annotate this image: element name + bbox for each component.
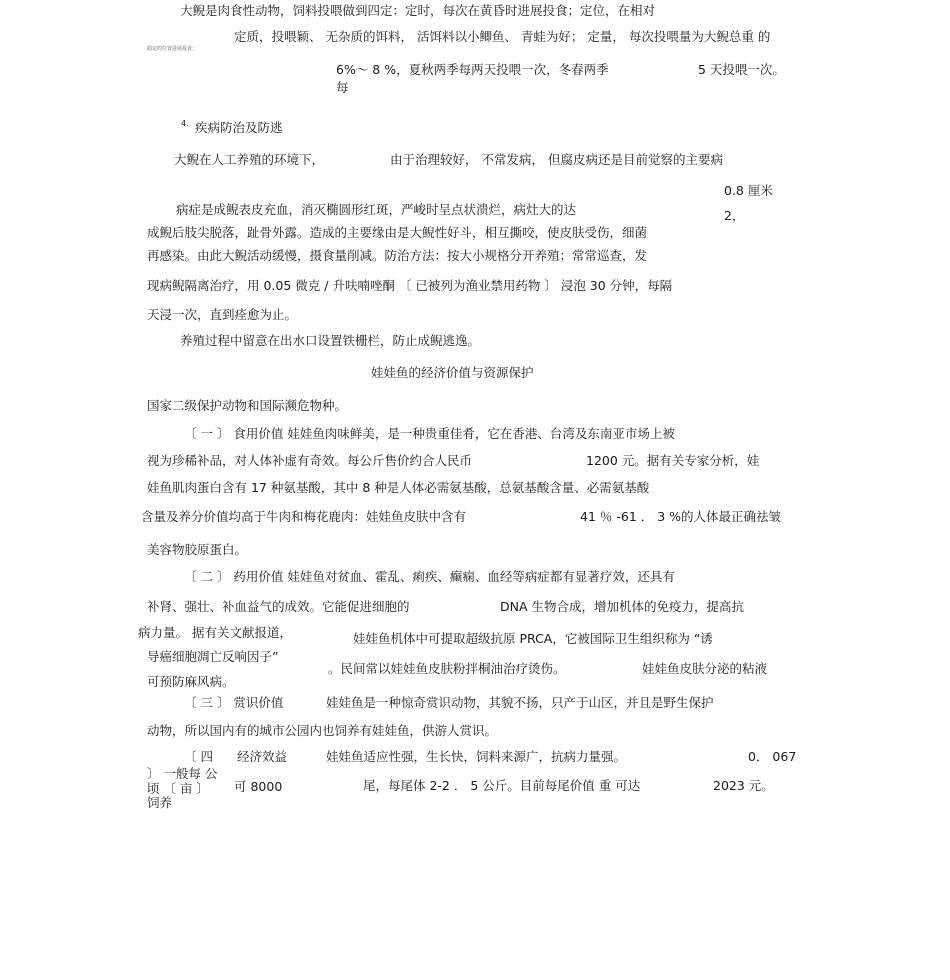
text-line: 天浸一次，直到痊愈为止。 bbox=[147, 307, 298, 322]
section-title: 疾病防治及防逃 bbox=[195, 120, 283, 135]
text-fragment: 可预防麻风病。 bbox=[147, 674, 235, 689]
text-fragment: 〔 三 〕 赏识价值 bbox=[184, 695, 284, 710]
text-fragment: 顷 〔 亩 〕 bbox=[147, 781, 209, 796]
text-line: 视为珍稀补品，对人体补虚有奇效。每公斤售价约合人民币 bbox=[147, 453, 473, 468]
text-fragment: 每 bbox=[336, 80, 349, 95]
text-line: 美容物胶原蛋白。 bbox=[147, 542, 248, 557]
text-fragment: 41 ％ -61 ． 3 %的人体最正确祛皱 bbox=[580, 509, 782, 524]
text-fragment: 可 8000 bbox=[234, 779, 283, 794]
text-line: 动物，所以国内有的城市公园内也饲养有娃娃鱼，供游人赏识。 bbox=[147, 723, 498, 738]
section-heading: 娃娃鱼的经济价值与资源保护 bbox=[371, 365, 534, 380]
text-line: 娃鱼肌肉蛋白含有 17 种氨基酸，其中 8 种是人体必需氨基酸，总氨基酸含量、必需氨基酸 bbox=[147, 480, 650, 495]
text-line: 再感染。由此大鲵活动缓慢，摄食量削减。防治方法：按大小规格分开养殖；常常巡查，发 bbox=[147, 248, 648, 263]
text-line: 含量及养分价值均高于牛肉和梅花鹿肉：娃娃鱼皮肤中含有 bbox=[141, 509, 467, 524]
text-fragment: 经济效益 bbox=[237, 749, 288, 764]
text-fragment: 〔 四 bbox=[184, 749, 213, 764]
text-line: 大鲵是肉食性动物，饲料投喂做到四定：定时，每次在黄昏时进展投食；定位，在相对 bbox=[180, 3, 656, 18]
section-number: 4. bbox=[181, 119, 189, 128]
text-line: 娃娃鱼是一种惊奇赏识动物，其貌不扬，只产于山区，并且是野生保护 bbox=[326, 695, 714, 710]
text-line: 成鲵后肢尖脱落，趾骨外露。造成的主要缘由是大鲵性好斗，相互撕咬，使皮肤受伤，细菌 bbox=[147, 225, 648, 240]
text-line: 尾，每尾体 2-2 ． 5 公斤。目前每尾价值 重 可达 bbox=[363, 778, 641, 793]
text-fragment-small: 稳定的位置进展投食； bbox=[147, 46, 198, 52]
text-fragment: 导癌细胞凋亡反响因子” bbox=[147, 649, 279, 664]
text-fragment: 0． 067 bbox=[748, 749, 797, 764]
text-line: 大鲵在人工养殖的环境下， bbox=[174, 152, 325, 167]
text-fragment: 0.8 厘米 bbox=[724, 183, 773, 198]
text-line: 补肾、强壮、补血益气的成效。它能促进细胞的 bbox=[147, 599, 410, 614]
text-fragment: 2023 元。 bbox=[713, 778, 774, 793]
text-line: 定质，投喂颖、 无杂质的饵料， 活饵料以小鲫鱼、 青蛙为好； 定量， 每次投喂量为大鲵总重 的 bbox=[234, 29, 771, 44]
text-line: 现病鲵隔离治疗，用 0.05 微克 / 升呋喃唑酮 〔 已被列为渔业禁用药物 〕 浸泡 30 分钟，每隔 bbox=[147, 278, 673, 293]
text-fragment: DNA 生物合成，增加机体的免疫力，提高抗 bbox=[500, 599, 745, 614]
text-line: 养殖过程中留意在出水口设置铁栅栏，防止成鲵逃逸。 bbox=[180, 333, 481, 348]
text-line: 。民间常以娃娃鱼皮肤粉拌桐油治疗烫伤。 bbox=[328, 661, 566, 676]
text-fragment: 2， bbox=[724, 208, 745, 223]
text-line: 病力量。 据有关文献报道， bbox=[138, 625, 292, 640]
text-line: 〔 一 〕 食用价值 娃娃鱼肉味鲜美，是一种贵重佳肴，它在香港、台湾及东南亚市场上被 bbox=[184, 426, 675, 441]
text-line: 娃娃鱼适应性强，生长快，饲料来源广，抗病力量强。 bbox=[326, 749, 627, 764]
text-fragment: 〕 一般每 公 bbox=[147, 766, 218, 781]
text-line: 病症是成鲵表皮充血，消灭椭圆形红斑，严峻时呈点状溃烂，病灶大的达 bbox=[176, 202, 577, 217]
text-line: 〔 二 〕 药用价值 娃娃鱼对贫血、霍乱、痢疾、癫痫、血经等病症都有显著疗效，还具有 bbox=[184, 569, 675, 584]
text-fragment: 饲养 bbox=[147, 795, 173, 810]
text-line: 6%～ 8 %，夏秋两季每两天投喂一次，冬春两季 bbox=[336, 62, 609, 77]
text-line: 娃娃鱼机体中可提取超级抗原 PRCA，它被国际卫生组织称为 “诱 bbox=[353, 631, 713, 646]
text-line: 由于治理较好， 不常发病， 但腐皮病还是目前觉察的主要病 bbox=[390, 152, 723, 167]
text-fragment: 娃娃鱼皮肤分泌的粘液 bbox=[642, 661, 768, 676]
text-line: 国家二级保护动物和国际濒危物种。 bbox=[147, 398, 348, 413]
text-fragment: 1200 元。据有关专家分析，娃 bbox=[586, 453, 760, 468]
text-fragment: 5 天投喂一次。 bbox=[698, 62, 785, 77]
